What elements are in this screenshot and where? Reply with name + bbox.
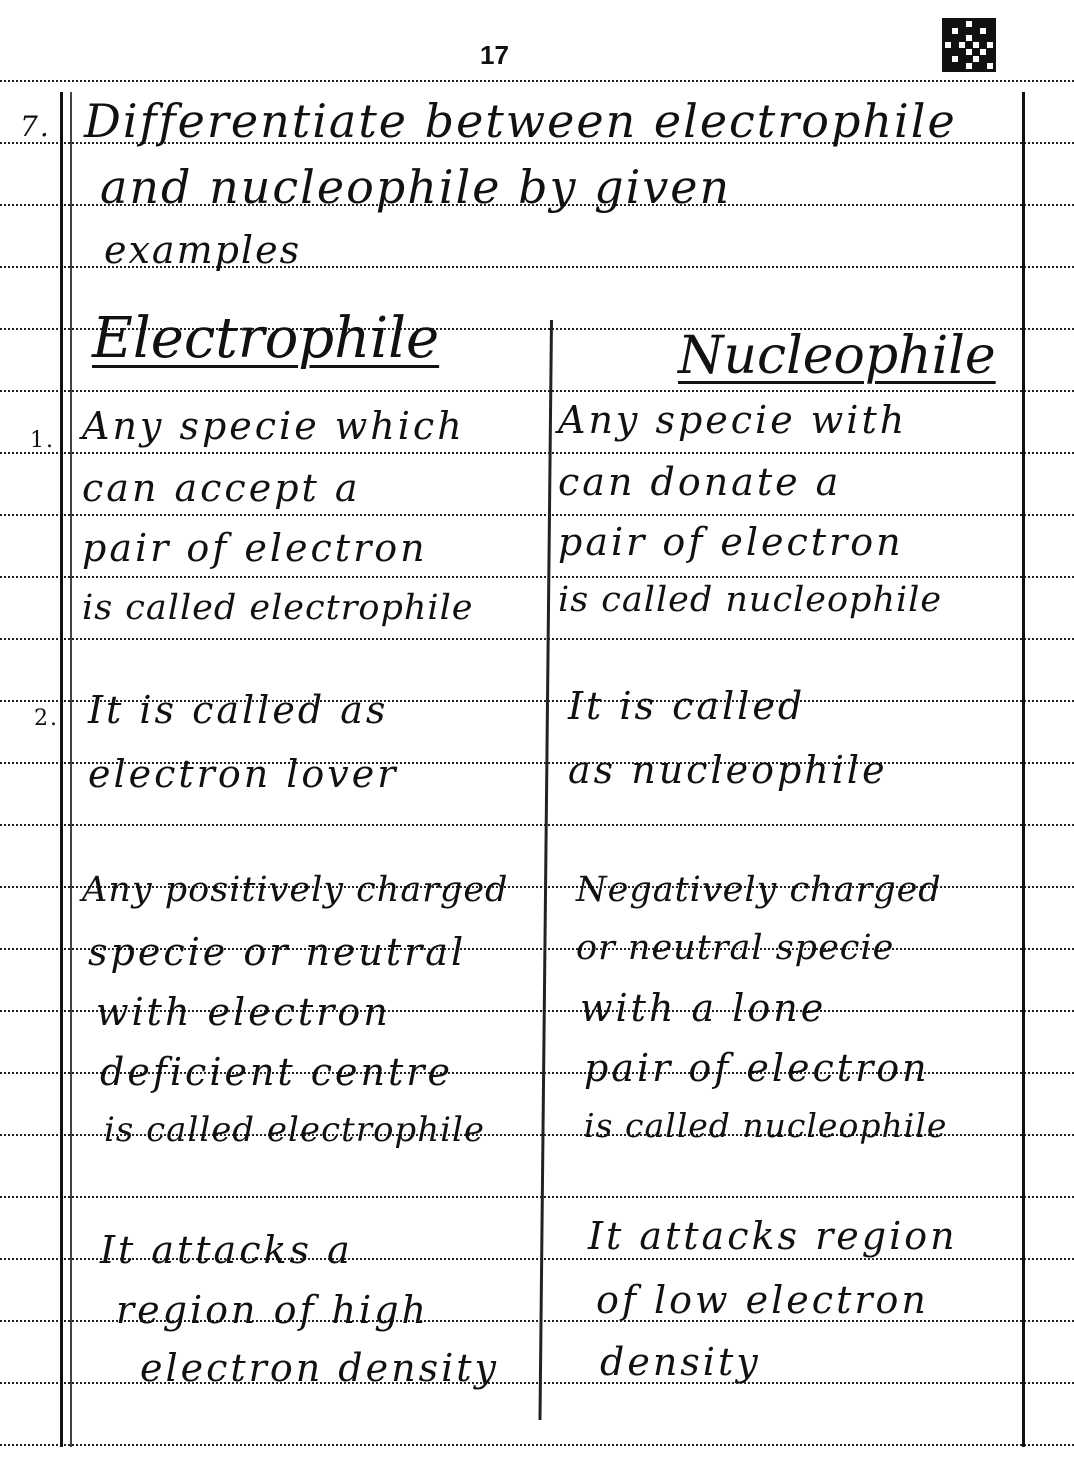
- ruled-line: [0, 80, 1074, 82]
- page-number: 17: [480, 40, 509, 70]
- question-line: examples: [104, 228, 302, 272]
- ruled-line: [0, 638, 1074, 640]
- electrophile-text: region of high: [116, 1288, 430, 1332]
- nucleophile-text: It is called: [568, 684, 806, 728]
- electrophile-text: Any specie which: [82, 404, 465, 448]
- nucleophile-text: is called nucleophile: [584, 1106, 948, 1145]
- ruled-line: [0, 1196, 1074, 1198]
- ruled-line: [0, 452, 1074, 454]
- column-divider: [538, 320, 553, 1420]
- nucleophile-text: or neutral specie: [576, 928, 895, 968]
- electrophile-text: can accept a: [82, 466, 361, 510]
- electrophile-text: electron density: [140, 1346, 499, 1390]
- nucleophile-text: pair of electron: [558, 520, 904, 564]
- column-header-electrophile: Electrophile: [92, 306, 440, 371]
- ruled-line: [0, 576, 1074, 578]
- ruled-line: [0, 824, 1074, 826]
- nucleophile-text: of low electron: [596, 1278, 929, 1322]
- electrophile-text: It is called as: [88, 688, 389, 732]
- ruled-line: [0, 514, 1074, 516]
- question-line: and nucleophile by given: [100, 160, 732, 214]
- nucleophile-text: as nucleophile: [568, 748, 888, 792]
- electrophile-text: with electron: [96, 990, 391, 1034]
- ruled-line: [0, 1444, 1074, 1446]
- electrophile-text: deficient centre: [100, 1050, 453, 1094]
- point-marker: 2.: [34, 706, 59, 731]
- nucleophile-text: Any specie with: [558, 398, 908, 442]
- nucleophile-text: can donate a: [558, 460, 842, 504]
- nucleophile-text: is called nucleophile: [558, 580, 943, 620]
- nucleophile-text: Negatively charged: [576, 870, 942, 910]
- question-line: Differentiate between electrophile: [84, 94, 957, 148]
- nucleophile-text: with a lone: [580, 986, 827, 1030]
- nucleophile-text: It attacks region: [588, 1214, 958, 1258]
- electrophile-text: is called electrophile: [82, 588, 474, 628]
- electrophile-text: It attacks a: [100, 1228, 353, 1272]
- ruled-line: [0, 390, 1074, 392]
- point-marker: 1.: [30, 428, 55, 453]
- nucleophile-text: pair of electron: [584, 1046, 930, 1090]
- nucleophile-text: density: [600, 1340, 761, 1384]
- electrophile-text: pair of electron: [82, 526, 428, 570]
- electrophile-text: Any positively charged: [82, 870, 509, 910]
- right-margin-line: [1022, 92, 1025, 1447]
- electrophile-text: is called electrophile: [104, 1110, 485, 1150]
- question-number: 7.: [20, 110, 51, 143]
- qr-code-icon: [942, 18, 996, 72]
- electrophile-text: electron lover: [88, 752, 399, 796]
- left-margin-line: [60, 92, 63, 1447]
- column-header-nucleophile: Nucleophile: [678, 326, 996, 386]
- left-margin-line-inner: [70, 92, 72, 1447]
- electrophile-text: specie or neutral: [88, 930, 467, 974]
